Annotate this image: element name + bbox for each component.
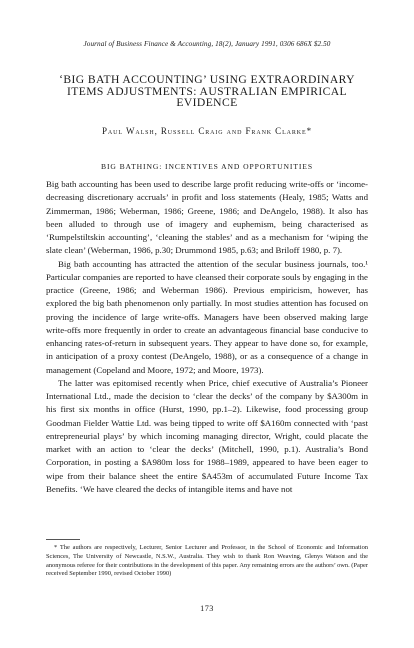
paragraph: Big bath accounting has been used to describe large profit reducing write-offs or ‘income-decreasing discretionary accruals’ in profit and loss statements (Healy, 1985; Watts and Zimmerman, 1986; Weberman, 1986; Greene, 1986; and DeAngelo, 1988). It also has been alluded to through use of imagery and euphemism, being characterised as ‘Rumpelstiltskin accounting’, ‘cleaning the stables’ and as a mechanism for ‘wiping the slate clean’ (Weberman, 1986, p.30; Drummond 1985, p.63; and Briloff 1980, p. 7). [46, 179, 368, 256]
paragraph: Big bath accounting has attracted the attention of the secular business journals, too.¹ Particular companies are reported to have cleansed their corporate souls by engaging in the practice (Greene, 1986; and Weberman 1986). Previous empiricism, however, has explored the big bath phenomenon only partially. In most studies attention has focused on proving the incidence of large write-offs. Managers have been observed making large write-offs more frequently in order to create an advantageous financial base conducive to enhancing rates-of-return in subsequent years. They appear to have done so, for example, in anticipation of a proxy contest (DeAngelo, 1988), or as a consequence of a change in management (Copeland and Moore, 1972; and Moore, 1973). [46, 258, 368, 375]
section-heading: BIG BATHING: INCENTIVES AND OPPORTUNITIES [101, 162, 313, 171]
article-title: ‘BIG BATH ACCOUNTING’ USING EXTRAORDINARY ITEMS ADJUSTMENTS: AUSTRALIAN EMPIRICAL EVIDENCE [59, 73, 355, 109]
page-number: 173 [200, 604, 214, 613]
footnote-divider [46, 539, 80, 540]
paragraph: The latter was epitomised recently when Price, chief executive of Australia’s Pioneer International Ltd., made the decision to ‘clear the decks’ of the company by $A300m in his first six months in office (Hurst, 1990, pp.1–2). Likewise, food processing group Goodman Fielder Wattie Ltd. was being tipped to write off $A160m connected with ‘past entrepreneurial plays’ by which incoming managing director, Wright, could placate the market with an action to ‘clear the decks’ (Mitchell, 1990, p.1). Australia’s Bond Corporation, in posting a $A980m loss for 1988–1989, appeared to have been eager to wipe from their balance sheet the entire $A453m of accumulated Future Income Tax Benefits. ‘We have cleared the decks of intangible items and have not [46, 377, 368, 494]
footnote-text: * The authors are respectively, Lecturer, Senior Lecturer and Professor, in the School of Economic and Information Sciences, The University of Newcastle, N.S.W., Australia. They wish to thank Ron Weaving, Glenys Watson and the anonymous referee for their contributions in the development of this paper. Any remaining errors are the authors’ own. (Paper received September 1990, revised October 1990) [46, 544, 368, 578]
body-text [46, 178, 368, 496]
footnote [46, 544, 368, 579]
author-line: Paul Walsh, Russell Craig and Frank Clarke* [102, 126, 312, 136]
journal-citation: Journal of Business Finance & Accounting, 18(2), January 1991, 0306 686X $2.50 [83, 40, 331, 48]
